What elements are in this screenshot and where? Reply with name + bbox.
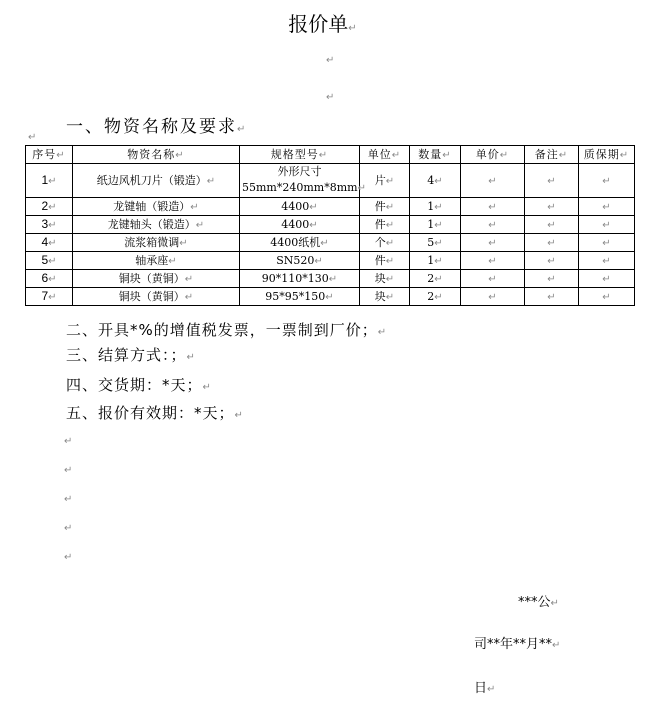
cell-price: ↵ [461,164,525,198]
cell-spec: 95*95*150↵ [240,288,360,306]
cell-unit: 件↵ [360,198,410,216]
cell-spec: 4400↵ [240,198,360,216]
empty-paragraph-mark: ↵ [28,132,37,143]
cell-price: ↵ [461,270,525,288]
cell-price: ↵ [461,234,525,252]
cell-spec: 4400↵ [240,216,360,234]
cell-spec: 外形尺寸 55mm*240mm*8mm↵ [240,164,360,198]
cell-unit: 片↵ [360,164,410,198]
empty-paragraph-mark: ↵ [64,465,73,476]
cell-qty: 4↵ [410,164,461,198]
empty-paragraph-mark: ↵ [326,92,335,103]
cell-warranty: ↵ [579,234,635,252]
header-cell: 数量↵ [410,146,461,164]
cell-no: 2↵ [26,198,73,216]
cell-spec: SN520↵ [240,252,360,270]
cell-name: 纸边风机刀片（锻造）↵ [73,164,240,198]
cell-qty: 2↵ [410,288,461,306]
header-cell: 备注↵ [525,146,579,164]
cell-unit: 块↵ [360,270,410,288]
cell-warranty: ↵ [579,252,635,270]
header-cell: 单位↵ [360,146,410,164]
cell-price: ↵ [461,198,525,216]
table-row [26,198,635,216]
signature-line-3: 日↵ [474,681,496,696]
table-row [26,234,635,252]
table-header-row [26,146,635,164]
table-row [26,288,635,306]
cell-name: 龙键轴头（锻造）↵ [73,216,240,234]
cell-qty: 1↵ [410,216,461,234]
cell-price: ↵ [461,252,525,270]
signature-line-1: ***公↵ [518,595,559,610]
cell-no: 4↵ [26,234,73,252]
cell-unit: 件↵ [360,252,410,270]
cell-spec: 90*110*130↵ [240,270,360,288]
cell-unit: 块↵ [360,288,410,306]
cell-no: 5↵ [26,252,73,270]
cell-warranty: ↵ [579,198,635,216]
header-cell: 质保期↵ [579,146,635,164]
cell-unit: 件↵ [360,216,410,234]
cell-note: ↵ [525,234,579,252]
cell-price: ↵ [461,288,525,306]
cell-unit: 个↵ [360,234,410,252]
header-cell: 规格型号↵ [240,146,360,164]
quote-table [25,145,635,306]
cell-name: 流浆箱微调↵ [73,234,240,252]
table-row [26,216,635,234]
header-cell: 物资名称↵ [73,146,240,164]
cell-qty: 2↵ [410,270,461,288]
cell-no: 7↵ [26,288,73,306]
cell-note: ↵ [525,252,579,270]
cell-name: 铜块（黄铜）↵ [73,288,240,306]
cell-name: 轴承座↵ [73,252,240,270]
empty-paragraph-mark: ↵ [64,436,73,447]
cell-warranty: ↵ [579,288,635,306]
table-row [26,164,635,198]
empty-paragraph-mark: ↵ [64,523,73,534]
section5-text: 五、报价有效期：*天；↵ [66,404,244,422]
header-cell: 序号↵ [26,146,73,164]
table-row [26,252,635,270]
cell-qty: 1↵ [410,198,461,216]
section4-text: 四、交货期：*天；↵ [66,376,212,394]
header-cell: 单价↵ [461,146,525,164]
cell-name: 铜块（黄铜）↵ [73,270,240,288]
section1-heading: 一、物资名称及要求↵ [66,117,248,137]
section2-text: 二、开具*%的增值税发票，一票制到厂价；↵ [66,321,388,339]
cell-warranty: ↵ [579,216,635,234]
cell-no: 3↵ [26,216,73,234]
cell-no: 6↵ [26,270,73,288]
signature-line-2: 司**年**月**↵ [474,637,561,652]
cell-price: ↵ [461,216,525,234]
cell-note: ↵ [525,270,579,288]
empty-paragraph-mark: ↵ [64,552,73,563]
cell-qty: 1↵ [410,252,461,270]
cell-note: ↵ [525,216,579,234]
section3-text: 三、结算方式：；↵ [66,346,196,364]
cell-spec: 4400纸机↵ [240,234,360,252]
cell-no: 1↵ [26,164,73,198]
empty-paragraph-mark: ↵ [64,494,73,505]
table-row [26,270,635,288]
cell-name: 龙键轴（锻造）↵ [73,198,240,216]
cell-note: ↵ [525,288,579,306]
cell-warranty: ↵ [579,270,635,288]
cell-note: ↵ [525,198,579,216]
cell-note: ↵ [525,164,579,198]
cell-warranty: ↵ [579,164,635,198]
cell-qty: 5↵ [410,234,461,252]
document-title: 报价单↵ [288,12,357,36]
empty-paragraph-mark: ↵ [326,55,335,66]
